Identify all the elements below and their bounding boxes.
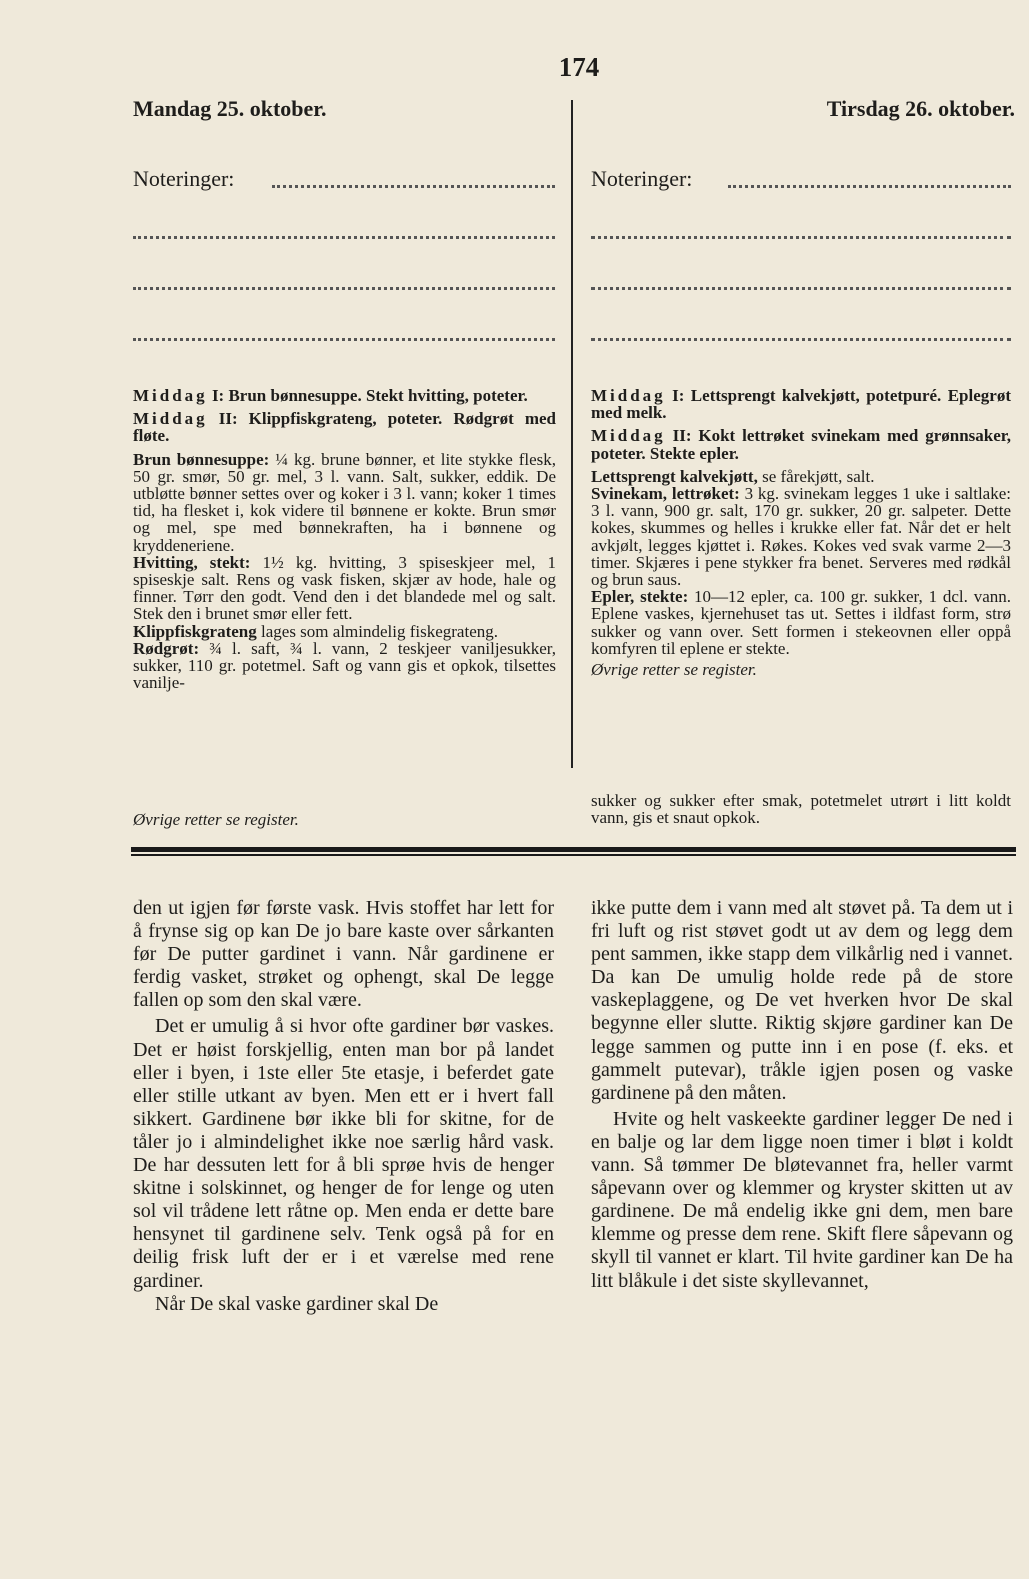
recipe-svinekam: Svinekam, lettrøket: 3 kg. svinekam legges 1 uke i saltlake: 3 l. vann, 900 gr. salt, 170 gr. sukker, 20 gr. salpeter. Dette kokes, skummes og helles i krukke eller fat. Når det er helt avkjølt, legges kjøttet i. Røkes. Kokes ved svak varme 2—3 timer. Skjæres i pene stykker fra benet. Serveres med rødkål og brun saus. [591,484,1011,590]
left-dinner-1: Middag I: Brun bønnesuppe. Stekt hvitting, poteter. [133,386,528,405]
recipe-rodgrot: Rødgrøt: ¾ l. saft, ¾ l. vann, 2 teskjeer vaniljesukker, sukker, 110 gr. potetmel. Saft og vann gis et opkok, tilsettes vanilje- [133,638,556,693]
article-right-paragraph-2: Hvite og helt vaskeekte gardiner legger De ned i en balje og lar dem ligge noen timer i bløt i koldt vann. Så tømmer De bløtevannet fra, heller varmt såpevann over og klemmer og kryster skitten ut av gardinene. De må endelig ikke gni dem, men bare klemme og presse dem rene. Skift flere såpevann og skyll til vannet er klart. Til hvite gardiner kan De ha litt blåkule i det siste skyllevannet, [591,1107,1013,1292]
right-dinner-2: Middag II: Kokt lettrøket svinekam med grønnsaker, poteter. Stekte epler. [591,426,1012,463]
article-right-paragraph-1: ikke putte dem i vann med alt støvet på. Ta dem ut i fri luft og rist støvet godt ut av dem og legg dem pent sammen, ikke stapp dem vilkårlig ned i vannet. Da kan De umulig holde rede på de store vaskeplaggene, og De vet hverken hvor De skal begynne eller slutte. Riktig skjøre gardiner kan De legge sammen og putte inn i en pose (f. eks. et gammelt putevar), tråkle igjen posen og vaske gardinene på den måten. [591,897,1013,1104]
recipe-epler-stekte: Epler, stekte: 10—12 epler, ca. 100 gr. sukker, 1 dcl. vann. Eplene vaskes, kjernehuset tas ut. Settes i ildfast form, strø sukker og vann over. Sett formen i stekeovnen eller oppå komfyren til eplene er stekte. [591,587,1011,658]
left-notes-line-3 [133,287,555,290]
left-notes-line-4 [133,338,555,341]
left-notes-line-1 [272,185,555,188]
separator-rule-thick [131,847,1016,852]
right-recipes [591,387,1011,678]
right-dinner-1: Middag I: Lettsprengt kalvekjøtt, potetpuré. Eplegrøt med melk. [591,386,1011,423]
right-continuation: sukker og sukker efter smak, potetmelet utrørt i litt koldt vann, gis et snaut opkok. [591,791,1011,828]
left-notes-line-2 [133,236,555,239]
page-number: 174 [558,52,600,82]
right-notes-line-3 [591,287,1011,290]
right-day-date: Tirsdag 26. oktober. [826,96,1015,121]
left-day-date: Mandag 25. oktober. [133,96,327,121]
left-footer: Øvrige retter se register. [133,810,299,829]
recipe-klippfiskgrateng: Klippfiskgrateng lages som almindelig fiskegrateng. [133,621,498,641]
left-recipes [133,387,556,691]
article-left-paragraph-3: Når De skal vaske gardiner skal De [155,1292,439,1315]
recipe-brun-bonnesuppe: Brun bønnesuppe: ¼ kg. brune bønner, et lite stykke flesk, 50 gr. smør, 50 gr. mel, 3 l. vann. Salt, sukker, eddik. De utbløtte bønner settes over og koker i 3 l. vann; koker 1 times tid, ha flesket i, kok videre til bønnene er kokte. Brun smør og mel, spe med bønnekraften, ha i bønnene og kryddeneriene. [133,449,557,555]
right-notes-line-4 [591,338,1011,341]
right-footer: Øvrige retter se register. [591,660,757,680]
left-dinner-2: Middag II: Klippfiskgrateng, poteter. Rødgrøt med fløte. [133,409,556,446]
right-notes-line-2 [591,236,1011,239]
separator-rule-thin [131,854,1016,856]
right-notes-line-1 [728,185,1011,188]
recipe-hvitting: Hvitting, stekt: 1½ kg. hvitting, 3 spiseskjeer mel, 1 spiseskje salt. Rens og vask fisken, skjær av hode, hale og finner. Tørr den godt. Vend den i det blandede mel og salt. Stek den i brunet smør eller fett. [133,552,556,624]
article-left-column [133,897,554,1316]
article-left-paragraph-1: den ut igjen før første vask. Hvis stoffet har lett for å frynse sig op kan De jo bare kaste over sårkanten før De putter gardinet i vann. Når gardinene er ferdig vasket, strøket og ophengt, skal De legge fallen op som den skal være. [133,897,554,1012]
article-left-paragraph-2: Det er umulig å si hvor ofte gardiner bør vaskes. Det er høist forskjellig, enten man bor på landet eller i byen, i 1ste eller 5te etasje, i beferdet gate eller stille utkant av byen. Men ett er i hvert fall sikkert. Gardinene bør ikke bli for skitne, for de tåler jo i almindelighet ikke noe særlig hård vask. De har dessuten lett for å bli sprøe hvis de henger skitne i solskinnet, og henger de for lenge og uten sol vil trådene lett råtne op. Men enda er dette bare hensynet til gardinene selv. Tenk også på for en deilig frisk luft der er i et værelse med rene gardiner. [133,1015,554,1292]
recipe-kalvekjott: Lettsprengt kalvekjøtt, se fårekjøtt, salt. [591,466,875,486]
article-right-column [591,897,1013,1293]
left-notes-label: Noteringer: [133,166,235,191]
column-divider [571,100,573,768]
right-notes-label: Noteringer: [591,166,693,191]
